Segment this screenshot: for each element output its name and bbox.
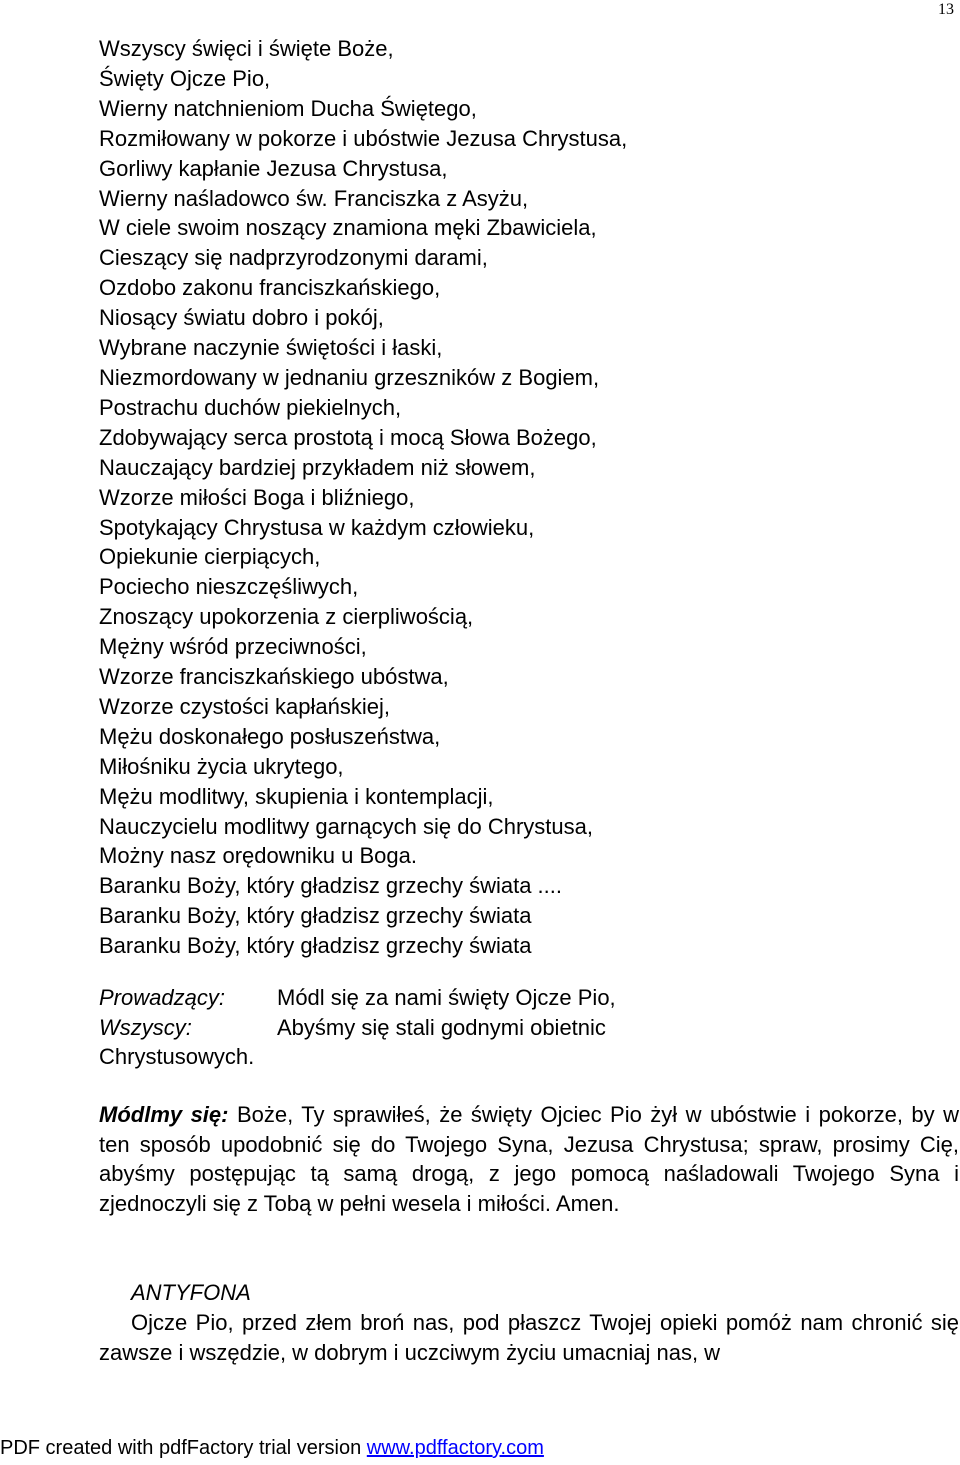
antiphon-text: Ojcze Pio, przed złem broń nas, pod płaszcz Twojej opieki pomóż nam chronić się zawsze i wszędzie, w dobrym i uczciwym życiu umacniaj nas, w xyxy=(99,1310,959,1365)
litany-line: Wzorze miłości Boga i bliźniego, xyxy=(99,484,415,510)
all-continuation: Chrystusowych. xyxy=(99,1044,255,1070)
litany-line: Gorliwy kapłanie Jezusa Chrystusa, xyxy=(99,155,448,181)
litany-line: Ozdobo zakonu franciszkańskiego, xyxy=(99,275,441,301)
litany-line: Baranku Boży, który gładzisz grzechy świata .... xyxy=(99,873,562,899)
prayer-label: Módlmy się: xyxy=(99,1102,229,1127)
litany-line: Możny nasz orędowniku u Boga. xyxy=(99,843,417,869)
closing-prayer xyxy=(99,1100,959,1218)
leader-response-row xyxy=(99,983,939,1013)
litany-line: Nauczycielu modlitwy garnących się do Chrystusa, xyxy=(99,813,593,839)
litany-line: Baranku Boży, który gładzisz grzechy świata xyxy=(99,933,532,959)
litany-line: Wszyscy święci i święte Boże, xyxy=(99,36,394,61)
litany-line: Wierny naśladowco św. Franciszka z Asyżu, xyxy=(99,185,529,211)
litany-line: Święty Ojcze Pio, xyxy=(99,65,271,91)
litany-line: Miłośniku życia ukrytego, xyxy=(99,753,344,779)
footer-text: PDF created with pdfFactory trial version xyxy=(0,1437,367,1459)
litany-line: Wierny natchnieniom Ducha Świętego, xyxy=(99,95,477,121)
all-label: Wszyscy: xyxy=(99,1014,192,1040)
litany-line: Spotykający Chrystusa w każdym człowieku, xyxy=(99,514,535,540)
litany-line: Znoszący upokorzenia z cierpliwością, xyxy=(99,604,474,630)
footer-link[interactable]: www.pdffactory.com xyxy=(366,1437,544,1459)
responses xyxy=(99,983,939,1072)
litany-line: W ciele swoim noszący znamiona męki Zbawiciela, xyxy=(99,215,597,241)
litany xyxy=(99,34,939,961)
page-number: 13 xyxy=(938,1,954,18)
leader-label: Prowadzący: xyxy=(99,985,225,1010)
litany-line: Postrachu duchów piekielnych, xyxy=(99,394,402,420)
antiphon xyxy=(99,1278,959,1368)
prayer-text: Boże, Ty sprawiłeś, że święty Ojciec Pio żył w ubóstwie i pokorze, by w ten sposób upodobnić się do Twojego Syna, Jezusa Chrystusa; spraw, prosimy Cię, abyśmy postępując tą samą drogą, z jego pomocą naśladowali Twojego Syna i zjednoczyli się z Tobą w pełni wesela i miłości. Amen. xyxy=(99,1102,959,1216)
pdf-footer xyxy=(0,1434,544,1462)
litany-line: Mężu modlitwy, skupienia i kontemplacji, xyxy=(99,783,494,809)
litany-line: Nauczający bardziej przykładem niż słowem, xyxy=(99,454,536,480)
litany-line: Pociecho nieszczęśliwych, xyxy=(99,574,359,600)
litany-line: Niezmordowany w jednaniu grzeszników z Bogiem, xyxy=(99,364,600,390)
litany-line: Wzorze czystości kapłańskiej, xyxy=(99,693,390,719)
antiphon-title: ANTYFONA xyxy=(131,1280,251,1305)
litany-line: Baranku Boży, który gładzisz grzechy świata xyxy=(99,903,532,929)
litany-line: Wybrane naczynie świętości i łaski, xyxy=(99,335,443,361)
all-response-row xyxy=(99,1013,939,1043)
litany-line: Cieszący się nadprzyrodzonymi darami, xyxy=(99,245,488,271)
litany-line: Niosący światu dobro i pokój, xyxy=(99,305,384,331)
litany-line: Wzorze franciszkańskiego ubóstwa, xyxy=(99,664,449,690)
litany-line: Rozmiłowany w pokorze i ubóstwie Jezusa Chrystusa, xyxy=(99,125,628,151)
all-text: Abyśmy się stali godnymi obietnic xyxy=(277,1014,606,1040)
leader-text: Módl się za nami święty Ojcze Pio, xyxy=(277,985,616,1010)
litany-line: Zdobywający serca prostotą i mocą Słowa Bożego, xyxy=(99,424,597,450)
litany-line: Mężny wśród przeciwności, xyxy=(99,634,367,660)
litany-line: Opiekunie cierpiących, xyxy=(99,544,321,570)
litany-line: Mężu doskonałego posłuszeństwa, xyxy=(99,723,441,749)
